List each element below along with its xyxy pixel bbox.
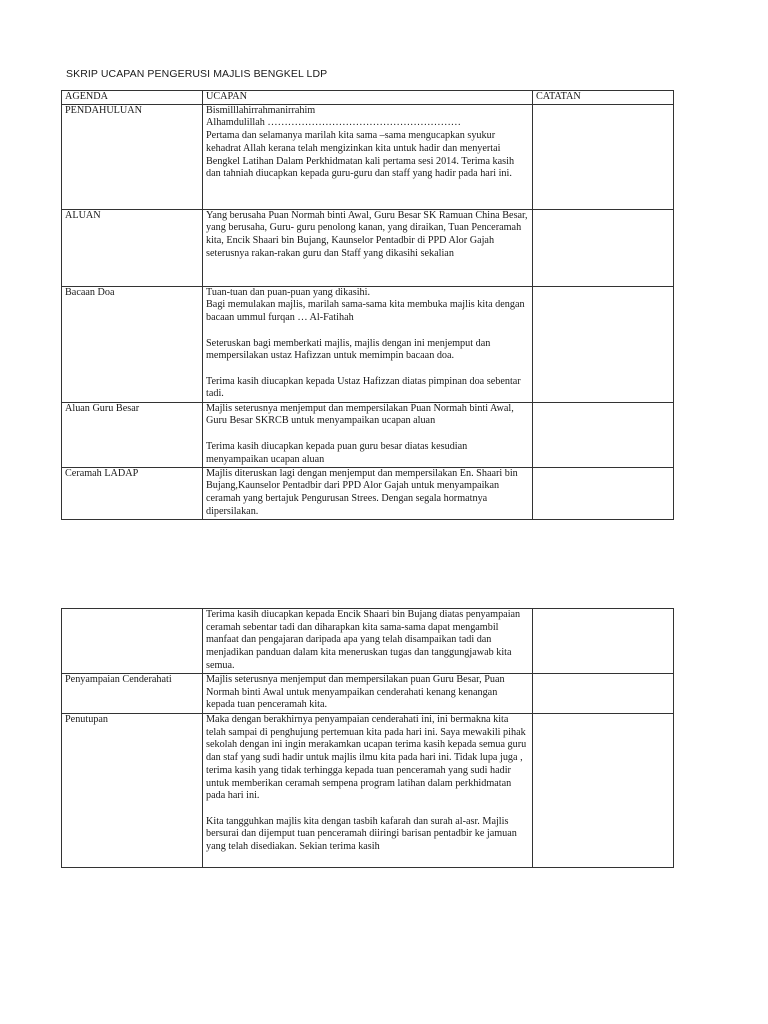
ucapan-cell <box>203 467 533 519</box>
ucapan-paragraph: Terima kasih diucapkan kepada Encik Shaari bin Bujang diatas penyampaian ceramah sebentar tadi dan diharapkan kita sama-sama dapat mengambil manfaat dan pengajaran daripada apa yang telah disampaikan tadi dan menjadikan panduan dalam kita meneruskan tugas dan tanggungjawab kita semua. <box>206 609 521 671</box>
ucapan-paragraph: Majlis seterusnya menjemput dan mempersilakan puan Guru Besar, Puan Normah binti Awal untuk menyampaikan cenderahati kenang kenangan kepada tuan penceramah kita. <box>206 674 505 711</box>
table-row <box>62 467 674 519</box>
agenda-cell: Penyampaian Cenderahati <box>62 674 203 714</box>
catatan-cell <box>533 209 674 286</box>
catatan-cell <box>533 714 674 868</box>
ucapan-cell <box>203 402 533 467</box>
table-row <box>62 104 674 209</box>
ucapan-cell <box>203 714 533 868</box>
table-row <box>62 609 674 674</box>
document-title: SKRIP UCAPAN PENGERUSI MAJLIS BENGKEL LDP <box>66 68 328 80</box>
agenda-cell: PENDAHULUAN <box>62 104 203 209</box>
catatan-cell <box>533 467 674 519</box>
ucapan-paragraph: Bismilllahirrahmanirrahim Alhamdulillah ………………………………………………… Pertama dan selamanya marilah kita sama –sama mengucapkan syukur kehadrat Allah kerana telah mengizinkan kita untuk hadir dan menyertai Bengkel Latihan Dalam Perkhidmatan kali pertama sesi 2014. Terima kasih dan tahniah diucapkan kepada guru-guru dan staff yang hadir pada hari ini. <box>206 104 515 180</box>
ucapan-paragraph: Majlis diteruskan lagi dengan menjemput dan mempersilakan En. Shaari bin Bujang,Kaunselor Pentadbir dari PPD Alor Gajah untuk menyampaikan ceramah yang bertajuk Pengurusan Strees. Dengan segala hormatnya dipersilakan. <box>206 467 518 517</box>
catatan-cell <box>533 104 674 209</box>
table-row <box>62 402 674 467</box>
agenda-cell: Penutupan <box>62 714 203 868</box>
ucapan-cell <box>203 209 533 286</box>
ucapan-cell <box>203 609 533 674</box>
table-header-row <box>62 91 674 105</box>
ucapan-cell <box>203 674 533 714</box>
header-ucapan: UCAPAN <box>203 91 533 105</box>
agenda-cell: Ceramah LADAP <box>62 467 203 519</box>
ucapan-paragraph: Terima kasih diucapkan kepada Ustaz Hafizzan diatas pimpinan doa sebentar tadi. <box>206 375 521 400</box>
ucapan-paragraph: Yang berusaha Puan Normah binti Awal, Guru Besar SK Ramuan China Besar, yang berusaha, Guru- guru penolong kanan, yang diraikan, Tuan Penceramah kita, Encik Shaari bin Bujang, Kaunselor Pentadbir di PPD Alor Gajah seterusnya rakan-rakan guru dan Staff yang dikasihi sekalian <box>206 209 528 259</box>
table-row <box>62 286 674 402</box>
ucapan-paragraph: Maka dengan berakhirnya penyampaian cenderahati ini, ini bermakna kita telah sampai di penghujung pertemuan kita pada hari ini. Saya mewakili pihak sekolah dengan ini ingin merakamkan ucapan terima kasih kepada semua guru dan staf yang sudi hadir untuk majlis ilmu kita pada hari ini. Tidak lupa juga , terima kasih yang tidak terhingga kepada tuan penceramah yang sudi hadir untuk memberikan ceramah sempena program latihan dalam perkhidmatan pada hari ini. <box>206 714 527 802</box>
header-agenda: AGENDA <box>62 91 203 105</box>
catatan-cell <box>533 674 674 714</box>
ucapan-paragraph: Tuan-tuan dan puan-puan yang dikasihi. Bagi memulakan majlis, marilah sama-sama kita membuka majlis kita dengan bacaan ummul furqan … Al-Fatihah <box>206 286 525 324</box>
ucapan-cell <box>203 286 533 402</box>
catatan-cell <box>533 286 674 402</box>
table-row <box>62 209 674 286</box>
agenda-cell: Bacaan Doa <box>62 286 203 402</box>
agenda-cell: ALUAN <box>62 209 203 286</box>
script-table-page-2 <box>61 608 674 868</box>
agenda-cell <box>62 609 203 674</box>
script-table-page-1 <box>61 90 674 520</box>
table-row <box>62 674 674 714</box>
ucapan-paragraph: Majlis seterusnya menjemput dan mempersilakan Puan Normah binti Awal, Guru Besar SKRCB untuk menyampaikan ucapan aluan <box>206 402 514 427</box>
agenda-cell: Aluan Guru Besar <box>62 402 203 467</box>
table-row <box>62 714 674 868</box>
ucapan-paragraph: Terima kasih diucapkan kepada puan guru besar diatas kesudian menyampaikan ucapan aluan <box>206 440 468 465</box>
catatan-cell <box>533 402 674 467</box>
ucapan-cell <box>203 104 533 209</box>
ucapan-paragraph: Seteruskan bagi memberkati majlis, majlis dengan ini menjemput dan mempersilakan ustaz Hafizzan untuk memimpin bacaan doa. <box>206 337 491 362</box>
header-catatan: CATATAN <box>533 91 674 105</box>
catatan-cell <box>533 609 674 674</box>
ucapan-paragraph: Kita tangguhkan majlis kita dengan tasbih kafarah dan surah al-asr. Majlis bersurai dan dijemput tuan penceramah diiringi barisan pentadbir ke jamuan yang telah disediakan. Sekian terima kasih <box>206 815 517 853</box>
